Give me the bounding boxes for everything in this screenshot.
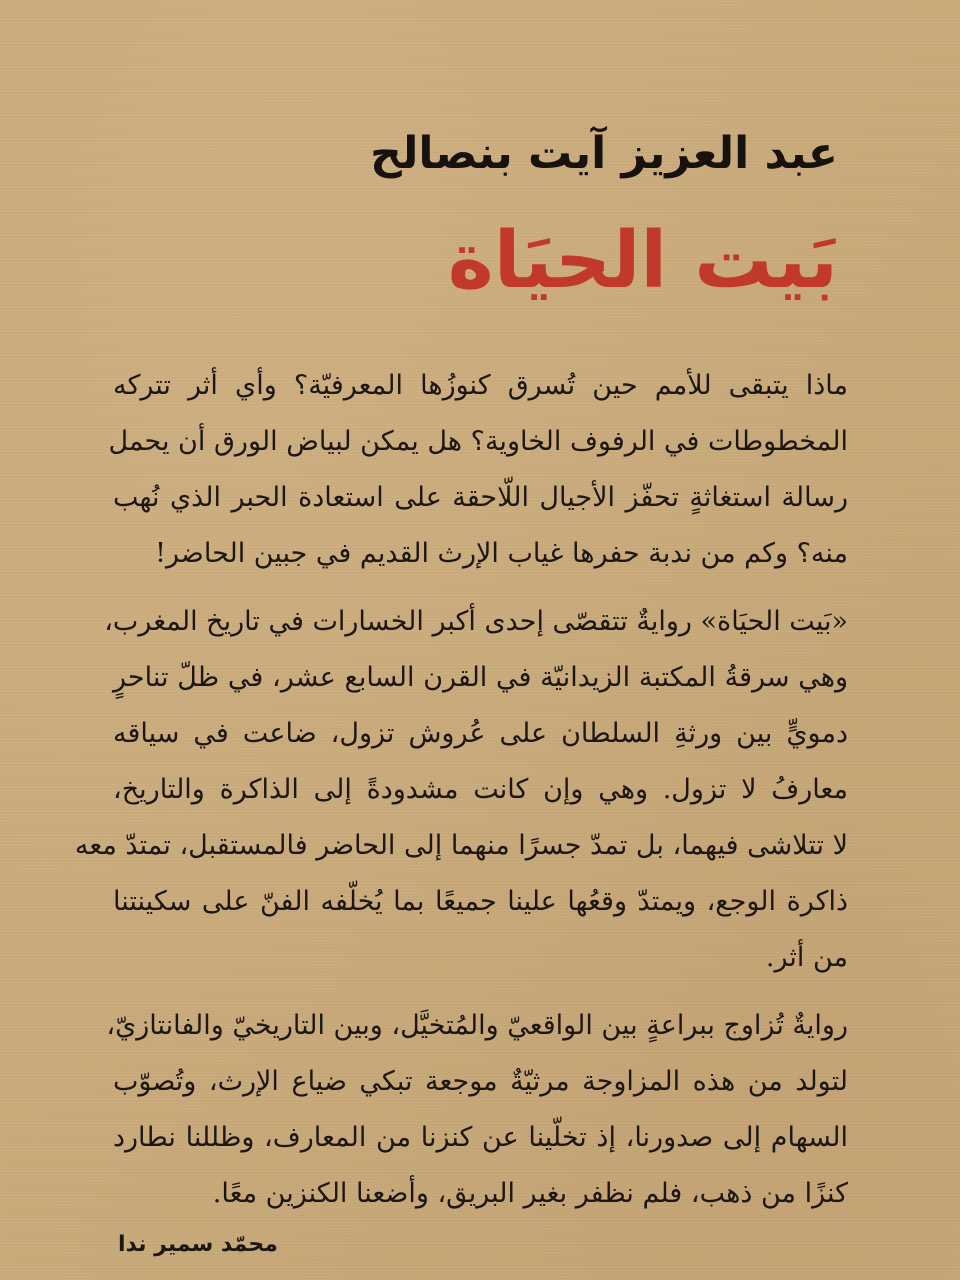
blurb-line: رسالة استغاثةٍ تحفّز الأجيال اللّاحقة على استعادة الحبر الذي نُهب (113, 482, 848, 513)
blurb-paragraph-2 (74, 594, 848, 986)
author-name: عبد العزيز آيت بنصالح (370, 128, 838, 179)
blurb-text (74, 358, 848, 1234)
blurb-line: من أثر. (765, 942, 848, 973)
blurb-line: معارفُ لا تزول. وهي وإن كانت مشدودةً إلى الذاكرة والتاريخ، (113, 774, 848, 805)
blurb-signature: محمّد سمير ندا (118, 1232, 278, 1257)
blurb-line: وهي سرقةُ المكتبة الزيدانيّة في القرن السابع عشر، في ظلّ تناحرٍ (113, 662, 848, 693)
blurb-line: دمويٍّ بين ورثةِ السلطان على عُروش تزول، ضاعت في سياقه (113, 718, 848, 749)
blurb-paragraph-1 (108, 358, 848, 582)
blurb-line: السهام إلى صدورنا، إذ تخلّينا عن كنزنا من المعارف، وظللنا نطارد (113, 1122, 848, 1153)
blurb-line: المخطوطات في الرفوف الخاوية؟ هل يمكن لبياض الورق أن يحمل (108, 426, 848, 457)
blurb-line: «بَيت الحيَاة» روايةٌ تتقصّى إحدى أكبر الخسارات في تاريخ المغرب، (104, 606, 848, 637)
blurb-line: روايةٌ تُزاوج ببراعةٍ بين الواقعيّ والمُتخيَّل، وبين التاريخيّ والفانتازيّ، (106, 1010, 848, 1041)
blurb-paragraph-3 (106, 998, 848, 1222)
blurb-line: كنزًا من ذهب، فلم نظفر بغير البريق، وأضعنا الكنزين معًا. (212, 1178, 848, 1209)
blurb-line: منه؟ وكم من ندبة حفرها غياب الإرث القديم في جبين الحاضر! (155, 538, 848, 569)
blurb-line: ماذا يتبقى للأمم حين تُسرق كنوزُها المعرفيّة؟ وأي أثر تتركه (113, 370, 848, 401)
blurb-line: لتولد من هذه المزاوجة مرثيّةٌ موجعة تبكي ضياع الإرث، وتُصوّب (113, 1066, 848, 1097)
blurb-line: ذاكرة الوجع، ويمتدّ وقعُها علينا جميعًا بما يُخلّفه الفنّ على سكينتنا (113, 886, 848, 917)
blurb-line: لا تتلاشى فيهما، بل تمدّ جسرًا منهما إلى الحاضر فالمستقبل، تمتدّ معه (74, 830, 848, 861)
book-title: بَيت الحيَاة (447, 216, 838, 306)
